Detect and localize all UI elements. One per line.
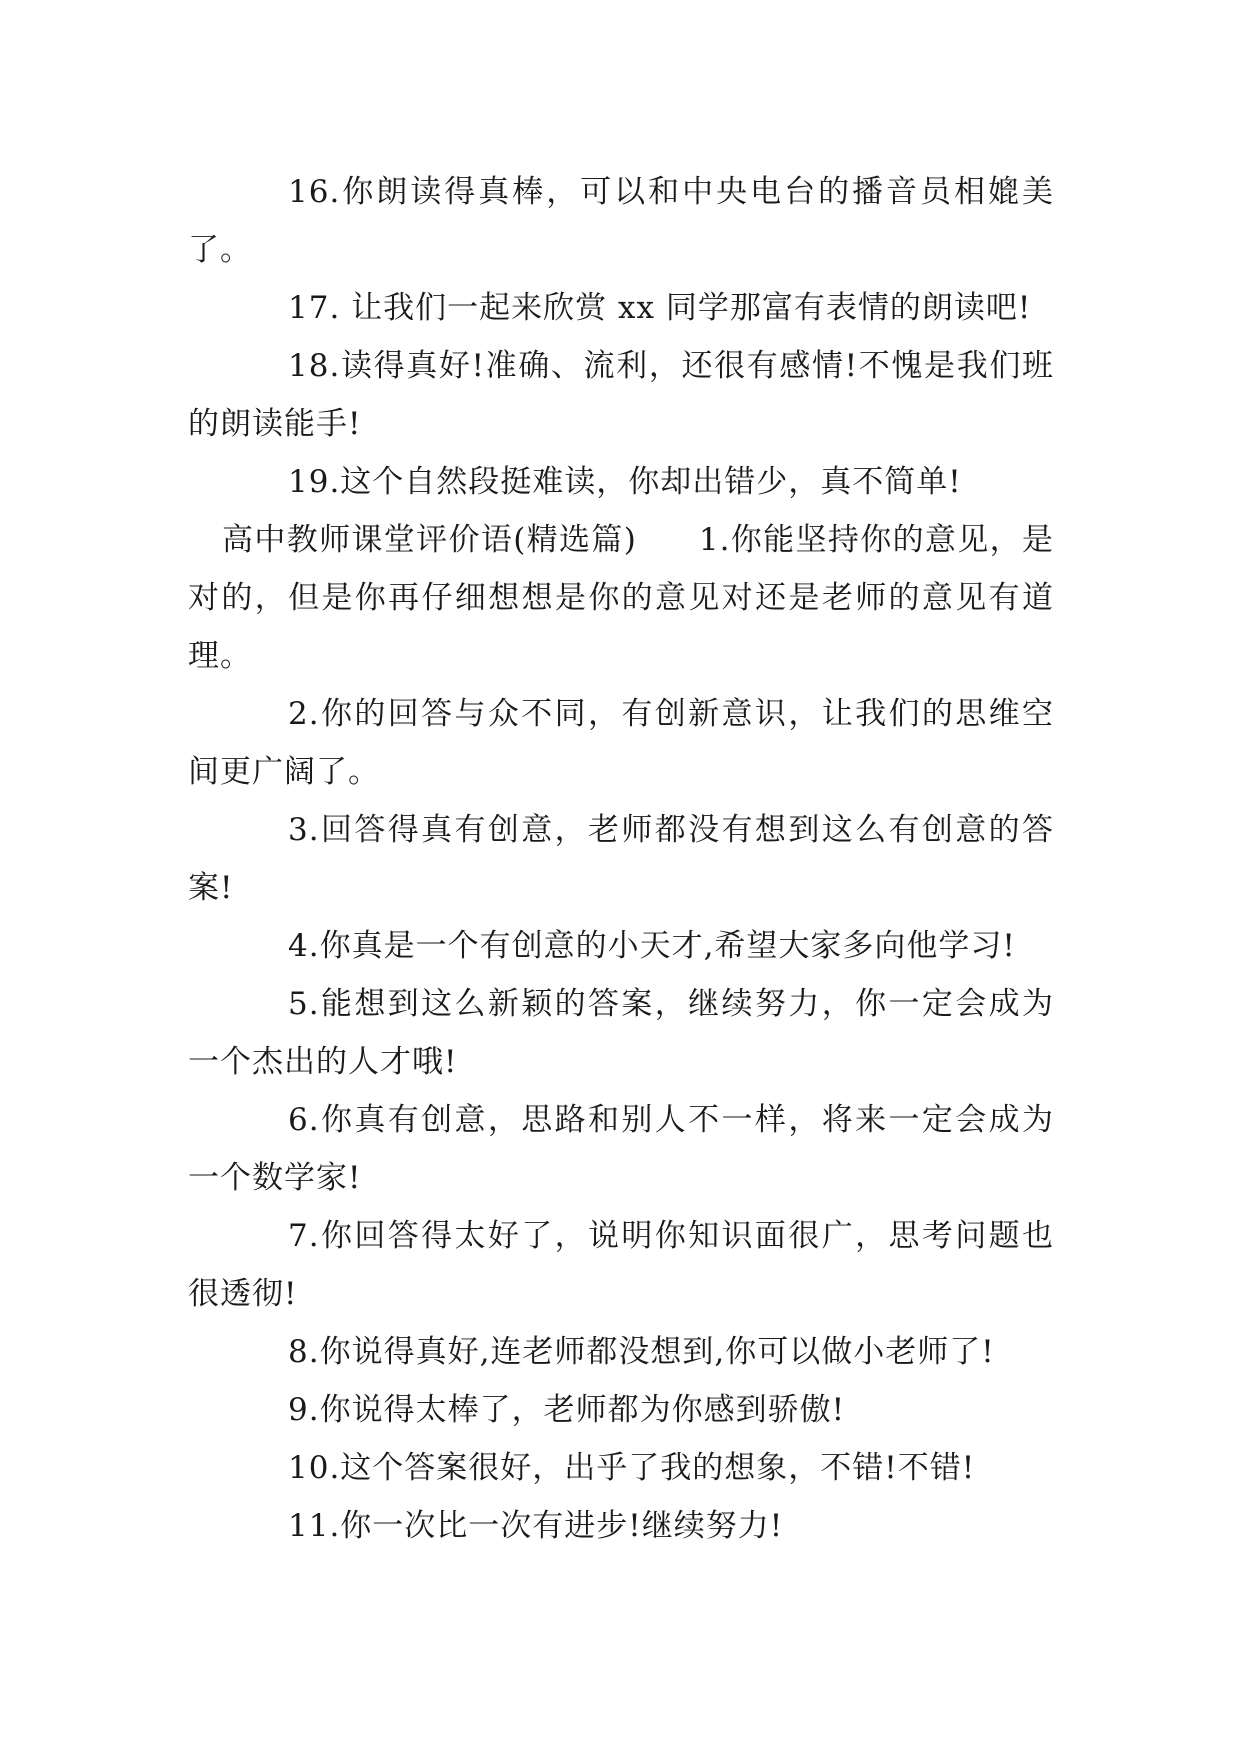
section-title: 高中教师课堂评价语(精选篇): [222, 522, 637, 558]
section-heading-paragraph: [188, 511, 1054, 685]
paragraph-3: 3.回答得真有创意，老师都没有想到这么有创意的答案!: [188, 812, 1054, 906]
paragraph-6: 6.你真有创意，思路和别人不一样，将来一定会成为一个数学家!: [188, 1102, 1054, 1196]
paragraph-9: 9.你说得太棒了，老师都为你感到骄傲!: [288, 1392, 846, 1428]
paragraph-19: 19.这个自然段挺难读，你却出错少，真不简单!: [288, 464, 962, 500]
paragraph-5: 5.能想到这么新颖的答案，继续努力，你一定会成为一个杰出的人才哦!: [188, 986, 1054, 1080]
paragraph-18: 18.读得真好!准确、流利，还很有感情!不愧是我们班的朗读能手!: [188, 348, 1054, 442]
paragraph-16: 16.你朗读得真棒，可以和中央电台的播音员相媲美了。: [188, 174, 1054, 268]
paragraph-17: 17. 让我们一起来欣赏 xx 同学那富有表情的朗读吧!: [288, 290, 1032, 326]
paragraph-10: 10.这个答案很好，出乎了我的想象，不错!不错!: [288, 1450, 976, 1486]
paragraph-7: 7.你回答得太好了，说明你知识面很广，思考问题也很透彻!: [188, 1218, 1054, 1312]
paragraph-1: 1.你能坚持你的意见，是对的，但是你再仔细想想是你的意见对还是老师的意见有道理。: [188, 522, 1055, 674]
paragraph-8: 8.你说得真好,连老师都没想到,你可以做小老师了!: [288, 1334, 995, 1370]
paragraph-2: 2.你的回答与众不同，有创新意识，让我们的思维空间更广阔了。: [188, 696, 1054, 790]
paragraph-11: 11.你一次比一次有进步!继续努力!: [288, 1508, 784, 1544]
paragraph-4: 4.你真是一个有创意的小天才,希望大家多向他学习!: [288, 928, 1016, 964]
document-page: [188, 163, 1054, 1555]
